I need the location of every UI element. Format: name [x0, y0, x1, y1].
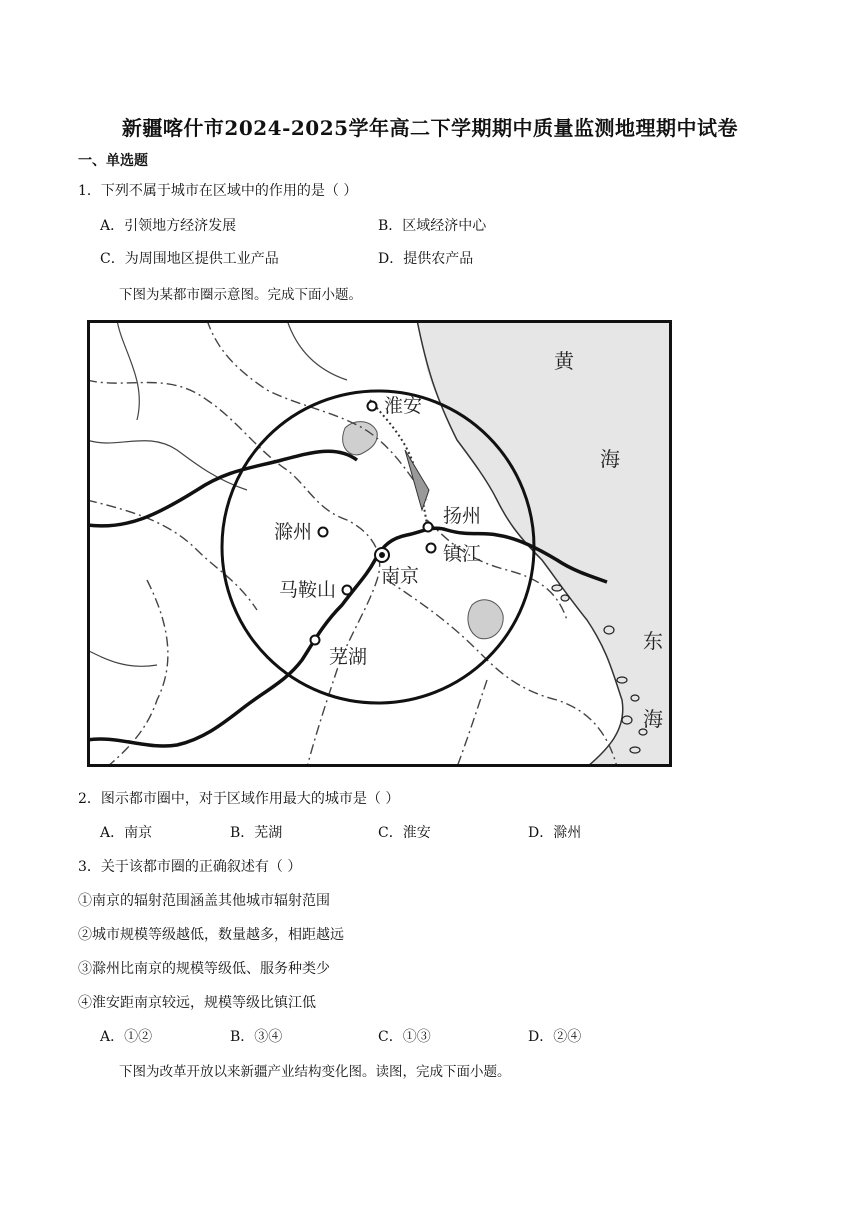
- tai-lake: [468, 600, 503, 639]
- wuhu-marker: [311, 636, 320, 645]
- chuzhou-marker: [319, 528, 328, 537]
- city-label-wuhu: 芜湖: [329, 646, 368, 668]
- metropolitan-area-map: [87, 320, 672, 767]
- city-label-maanshan: 马鞍山: [279, 579, 337, 601]
- question-3-stem: 3．关于该都市圈的正确叙述有（ ）: [78, 859, 302, 875]
- q2-option-a: A．南京: [100, 825, 153, 841]
- huaian-marker: [368, 402, 377, 411]
- yangzhou-marker: [424, 523, 433, 532]
- nanjing-marker-center: [379, 552, 385, 558]
- sea-label-huang: 黄: [554, 349, 574, 373]
- section-heading: 一、单选题: [78, 153, 148, 169]
- chart-intro-text: 下图为改革开放以来新疆产业结构变化图。读图，完成下面小题。: [119, 1064, 511, 1080]
- q1-option-c: C．为周围地区提供工业产品: [100, 251, 279, 267]
- map-intro-text: 下图为某都市圈示意图。完成下面小题。: [119, 287, 362, 303]
- q3-option-d: D．②④: [528, 1029, 582, 1045]
- sea-label-hai-2: 海: [643, 707, 663, 731]
- question-2-stem: 2．图示都市圈中，对于区域作用最大的城市是（ ）: [78, 791, 400, 807]
- sea-label-dong: 东: [643, 629, 663, 653]
- city-label-nanjing: 南京: [381, 565, 420, 587]
- q3-option-a: A．①②: [100, 1029, 153, 1045]
- q3-statement-1: ①南京的辐射范围涵盖其他城市辐射范围: [78, 893, 330, 909]
- q1-option-d: D．提供农产品: [378, 251, 474, 267]
- q3-option-c: C．①③: [378, 1029, 431, 1045]
- city-label-huaian: 淮安: [384, 395, 423, 417]
- exam-title: 新疆喀什市2024-2025学年高二下学期期中质量监测地理期中试卷: [121, 116, 739, 140]
- zhenjiang-marker: [427, 544, 436, 553]
- q3-option-b: B．③④: [230, 1029, 283, 1045]
- q2-option-c: C．淮安: [378, 825, 431, 841]
- q1-option-a: A．引领地方经济发展: [100, 218, 237, 234]
- city-label-yangzhou: 扬州: [443, 505, 482, 527]
- q3-statement-2: ②城市规模等级越低，数量越多，相距越远: [78, 927, 344, 943]
- city-label-zhenjiang: 镇江: [443, 543, 482, 565]
- gaoyou-lake: [405, 450, 429, 510]
- maanshan-marker: [343, 586, 352, 595]
- q1-option-b: B．区域经济中心: [378, 218, 487, 234]
- yangtze-river: [87, 528, 607, 746]
- q3-statement-3: ③滁州比南京的规模等级低、服务种类少: [78, 961, 330, 977]
- q2-option-d: D．滁州: [528, 825, 582, 841]
- huai-river: [87, 451, 357, 526]
- rivers: [87, 320, 347, 666]
- sea-label-hai-1: 海: [600, 447, 620, 471]
- question-1-stem: 1．下列不属于城市在区域中的作用的是（ ）: [78, 183, 358, 199]
- q2-option-b: B．芜湖: [230, 825, 283, 841]
- city-label-chuzhou: 滁州: [274, 521, 313, 543]
- grand-canal: [370, 400, 427, 525]
- q3-statement-4: ④淮安距南京较远，规模等级比镇江低: [78, 995, 316, 1011]
